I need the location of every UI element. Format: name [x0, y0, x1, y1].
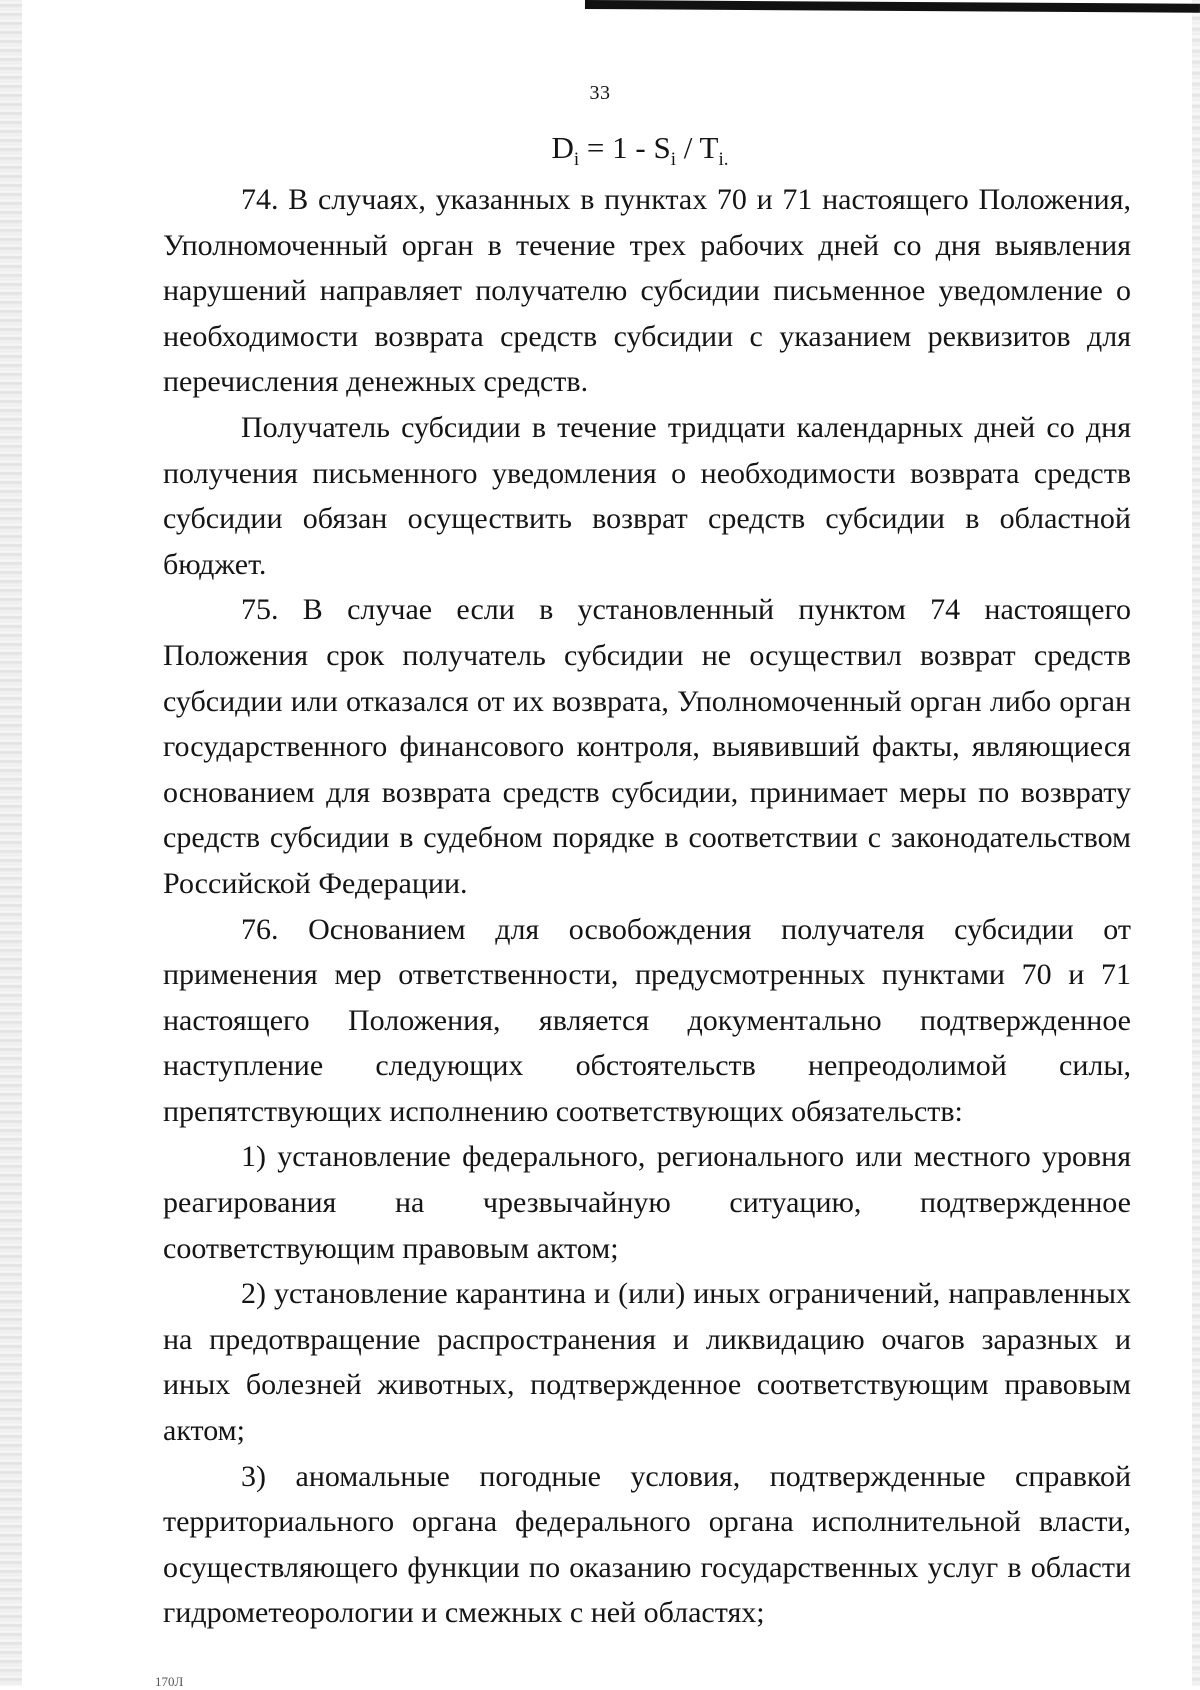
list-item-3: 3) аномальные погодные условия, подтвержденные справкой территориального органа федерального органа исполнительной власти, осуществляющего функции по оказанию государственных услуг в области гидрометеорологии и смежных с ней областях; — [163, 1459, 1131, 1630]
formula-middle: = 1 - S — [579, 130, 671, 165]
paragraph-76: 76. Основанием для освобождения получателя субсидии от применения мер ответственности, предусмотренных пунктами 70 и 71 настоящего Положения, является документально подтвержденное наступление следующих обстоятельств непреодолимой силы, препятствующих исполнению соответствующих обязательств: — [163, 912, 1131, 1128]
list-item-1: 1) установление федерального, регионального или местного уровня реагирования на чрезвычайную ситуацию, подтвержденное соответствующим правовым актом; — [163, 1140, 1131, 1265]
list-item-2: 2) установление карантина и (или) иных ограничений, направленных на предотвращение распространения и ликвидацию очагов заразных и иных болезней животных, подтвержденное соответствующим правовым актом; — [163, 1277, 1131, 1448]
paragraph-74-cont: Получатель субсидии в течение тридцати календарных дней со дня получения письменного уведомления о необходимости возврата средств субсидии обязан осуществить возврат средств субсидии в областной бюджет. — [163, 410, 1131, 581]
formula-rhs-sub: i. — [718, 149, 729, 171]
formula-lhs: D — [551, 130, 574, 165]
paragraph-74: 74. В случаях, указанных в пунктах 70 и 71 настоящего Положения, Уполномоченный орган в течение трех рабочих дней со дня выявления нарушений направляет получателю субсидии письменное уведомление о необходимости возврата средств субсидии с указанием реквизитов для перечисления денежных средств. — [163, 183, 1131, 399]
formula-lhs-sub: i — [573, 149, 580, 171]
body-text — [163, 177, 1131, 1636]
formula-mid-sub: i — [670, 149, 676, 171]
formula — [0, 130, 1200, 171]
paragraph-75: 75. В случае если в установленный пунктом 74 настоящего Положения срок получатель субсидии не осуществил возврат средств субсидии или отказался от их возврата, Уполномоченный орган либо орган государственного финансового контроля, выявивший факты, являющиеся основанием для возврата средств субсидии, принимает меры по возврату средств субсидии в судебном порядке в соответствии с законодательством Российской Федерации. — [163, 593, 1131, 900]
footer-mark: 170Л — [155, 1674, 184, 1689]
formula-slash: / T — [675, 130, 719, 165]
page-number: 33 — [589, 82, 611, 104]
